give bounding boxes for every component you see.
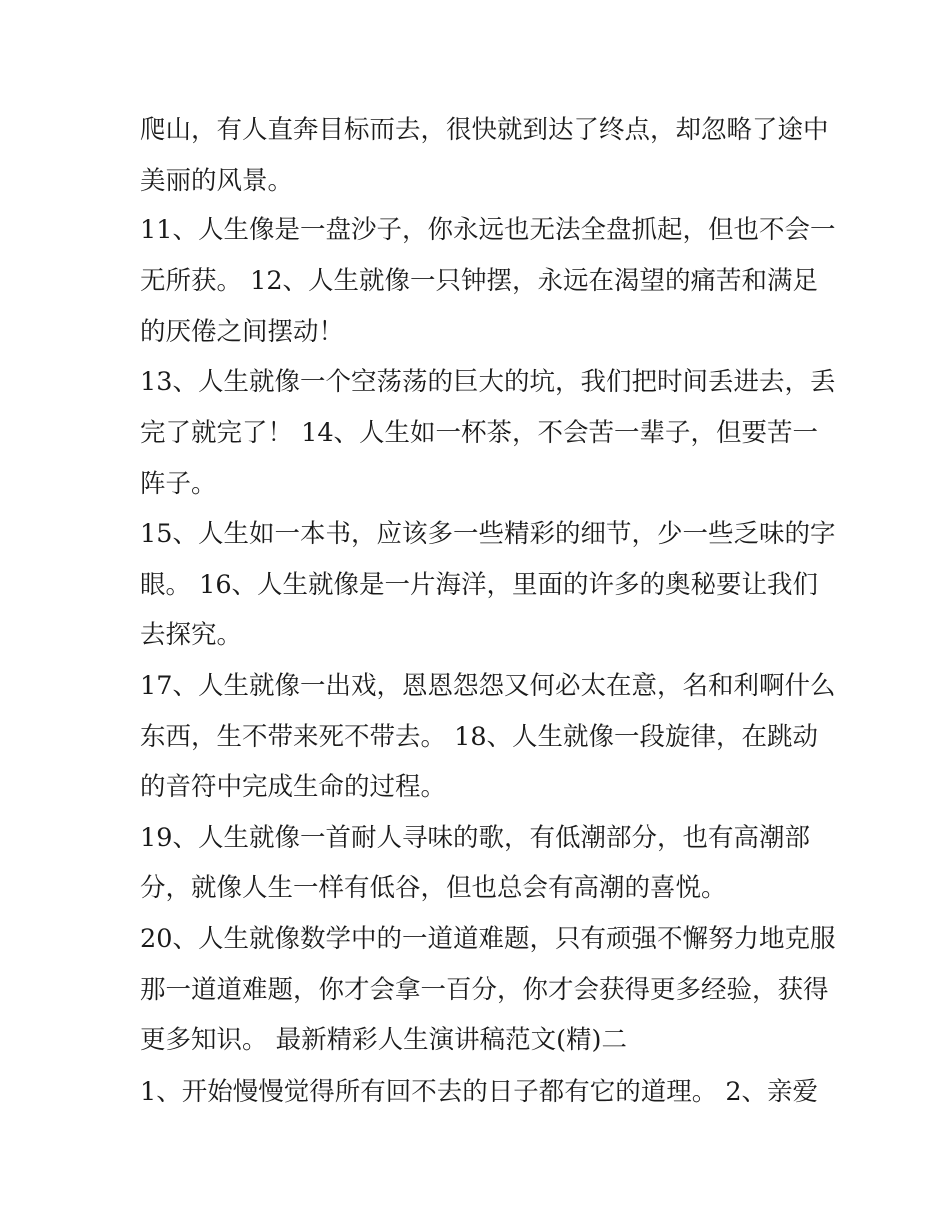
text-line: 更多知识。 最新精彩人生演讲稿范文(精)二 bbox=[140, 1025, 628, 1055]
text-line: 15、人生如一本书，应该多一些精彩的细节，少一些乏味的字 bbox=[140, 519, 836, 549]
text-line: 17、人生就像一出戏，恩恩怨怨又何必太在意，名和利啊什么 bbox=[140, 671, 836, 701]
text-line: 美丽的风景。 bbox=[140, 166, 294, 196]
text-line: 爬山，有人直奔目标而去，很快就到达了终点，却忽略了途中 bbox=[140, 115, 829, 145]
text-line: 东西，生不带来死不带去。 18、人生就像一段旋律，在跳动 bbox=[140, 722, 819, 752]
text-line: 眼。 16、人生就像是一片海洋，里面的许多的奥秘要让我们 bbox=[140, 570, 819, 600]
text-line: 20、人生就像数学中的一道道难题，只有顽强不懈努力地克服 bbox=[140, 924, 836, 954]
text-line: 阵子。 bbox=[140, 469, 217, 499]
text-line: 完了就完了！ 14、人生如一杯茶，不会苦一辈子，但要苦一 bbox=[140, 418, 819, 448]
text-line: 13、人生就像一个空荡荡的巨大的坑，我们把时间丢进去，丢 bbox=[140, 367, 836, 397]
text-line: 11、人生像是一盘沙子，你永远也无法全盘抓起，但也不会一 bbox=[140, 215, 836, 245]
text-line: 无所获。 12、人生就像一只钟摆，永远在渴望的痛苦和满足 bbox=[140, 266, 819, 296]
text-line: 1、开始慢慢觉得所有回不去的日子都有它的道理。 2、亲爱 bbox=[140, 1077, 819, 1107]
text-line: 那一道道难题，你才会拿一百分，你才会获得更多经验，获得 bbox=[140, 975, 829, 1005]
text-line: 去探究。 bbox=[140, 620, 243, 650]
text-line: 的音符中完成生命的过程。 bbox=[140, 772, 447, 802]
text-line: 分，就像人生一样有低谷，但也总会有高潮的喜悦。 bbox=[140, 873, 727, 903]
text-line: 的厌倦之间摆动！ bbox=[140, 317, 345, 347]
text-line: 19、人生就像一首耐人寻味的歌，有低潮部分，也有高潮部 bbox=[140, 823, 810, 853]
